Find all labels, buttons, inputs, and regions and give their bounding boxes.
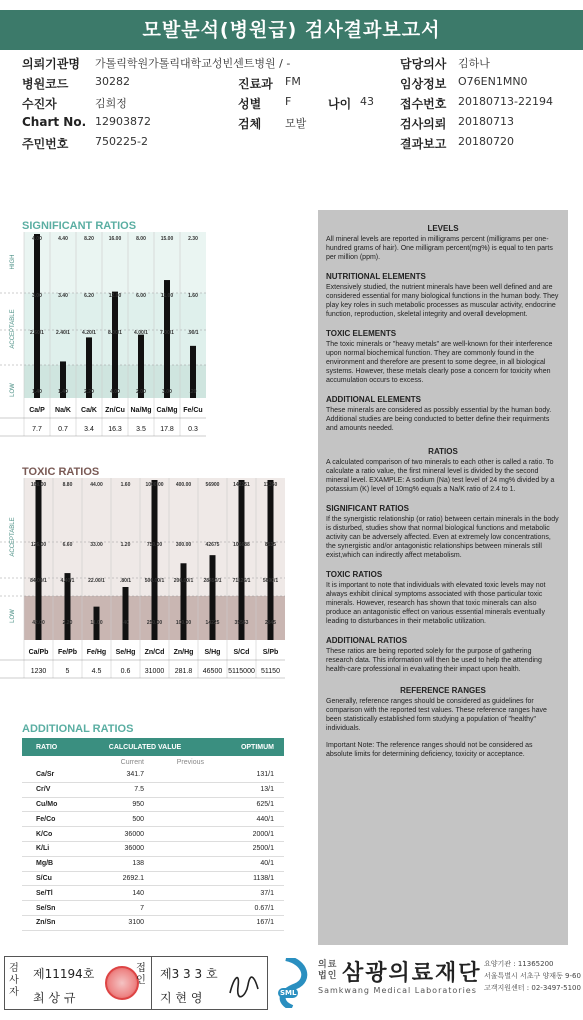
significant-tick-label: 1.40: [32, 389, 42, 395]
significant-value-label: 17.8: [160, 426, 174, 433]
toxic-category-label: S/Hg: [204, 649, 221, 656]
significant-bar: [112, 292, 118, 398]
cell-ratio: Cu/Mo: [36, 800, 58, 808]
cell-optimum: 625/1: [256, 800, 274, 808]
toxic-zone-label: LOW: [10, 609, 16, 623]
table-row: [22, 857, 284, 872]
org-english: Samkwang Medical Laboratories: [318, 986, 477, 995]
toxic-tick-label: 11360: [263, 482, 278, 488]
toxic-value-label: 31000: [144, 668, 165, 675]
institution-label: 의뢰기관명: [22, 57, 80, 71]
cell-optimum: 167/1: [256, 919, 274, 927]
table-row: [22, 783, 284, 798]
cell-current: 140: [132, 889, 144, 897]
cell-optimum: 440/1: [256, 815, 274, 823]
significant-category-label: Na/K: [55, 407, 71, 414]
toxic-bar: [152, 480, 158, 640]
toxic-bar: [36, 480, 42, 640]
cell-ratio: Se/Tl: [36, 889, 53, 897]
significant-tick-label: 2.20: [84, 389, 94, 395]
patient-info: [0, 50, 583, 162]
significant-tick-label: 2.30: [188, 236, 198, 242]
toxic-tick-label: 400.00: [175, 482, 192, 488]
toxic-tick-label: 2845: [264, 620, 277, 626]
toxic-tick-label: 6.60: [62, 542, 73, 548]
cell-ratio: K/Li: [36, 845, 50, 853]
report-label: 결과보고: [400, 137, 447, 151]
toxic-value-label: 5: [65, 668, 70, 675]
toxic-tick-label: 300.00: [175, 542, 192, 548]
toxic-tick-label: 500.00/1: [144, 578, 165, 584]
col-previous: Previous: [176, 758, 204, 766]
cell-optimum: 0.67/1: [254, 904, 274, 912]
levels-text: All mineral levels are reported in milligrams percent (milligrams per one-hundred grams of hair). One milligram percent(mg%) is equal to ten parts per million (ppm).: [326, 236, 553, 261]
significant-tick-label: 1.40: [58, 389, 68, 395]
toxic-tick-label: 84.00/1: [30, 578, 47, 584]
toxic-bar: [123, 587, 129, 640]
significant-tick-label: 4.00: [110, 389, 120, 395]
tox-ratios-heading: TOXIC RATIOS: [326, 570, 383, 579]
significant-bar: [34, 234, 40, 398]
cell-current: 2692.1: [122, 874, 144, 882]
addr-ratios-heading: ADDITIONAL RATIOS: [326, 636, 408, 645]
table-subheader: [22, 756, 284, 768]
org-name: 삼광의료재단: [342, 961, 482, 986]
toxic-category-label: Se/Hg: [115, 649, 136, 656]
significant-tick-label: 1.60: [188, 293, 198, 299]
cell-ratio: Ca/Sr: [36, 771, 55, 779]
toxic-tick-label: 5690/1: [262, 578, 279, 584]
sex-value: F: [285, 95, 292, 108]
age-label: 나이: [328, 97, 352, 111]
collector-label: 수진자: [22, 97, 57, 111]
toxic-tick-label: 35563: [234, 620, 249, 626]
institution-value: 가톨릭학원가톨릭대학교성빈센트병원 / -: [95, 57, 291, 70]
significant-tick-label: 4.20/1: [82, 330, 96, 336]
cell-optimum: 40/1: [260, 860, 274, 868]
significant-tick-label: 4.00/1: [134, 330, 148, 336]
cell-ratio: Cr/V: [36, 786, 51, 794]
significant-ratios-title: SIGNIFICANT RATIOS: [22, 220, 137, 232]
hospital-code-label: 병원코드: [22, 77, 69, 91]
toxic-tick-label: .40: [122, 620, 129, 626]
col-current: Current: [120, 758, 144, 766]
cell-current: 36000: [124, 845, 144, 853]
confirm-label: 접인: [136, 963, 146, 986]
toxic-ratios-title: TOXIC RATIOS: [22, 466, 100, 478]
col-calculated: CALCULATED VALUE: [108, 743, 182, 751]
nutritional-heading: NUTRITIONAL ELEMENTS: [326, 272, 426, 281]
resident-no-label: 주민번호: [22, 137, 69, 151]
sig-ratios-text: If the synergistic relationship (or ratio) between certain minerals in the body is disturbed, studies show that normal biological functions and metabolic activity can be adversely affected. Even at extremely low concentrations, the synergistic and/or antagonistic relationships between minerals still exist,which can indirectly affect metabolism.: [326, 516, 559, 559]
cell-ratio: K/Co: [36, 830, 53, 838]
significant-category-label: Fe/Cu: [183, 407, 203, 414]
cell-current: 500: [132, 815, 144, 823]
clinical-value: O76EN1MN0: [458, 75, 528, 88]
hospital-code-value: 30282: [95, 75, 130, 88]
significant-zone-label: LOW: [10, 383, 16, 397]
cell-current: 36000: [124, 830, 144, 838]
toxic-tick-label: 4.40/1: [60, 578, 75, 584]
ratio-charts: [0, 230, 300, 730]
toxic-tick-label: 42.00: [32, 620, 45, 626]
significant-zone-label: HIGH: [10, 254, 16, 270]
cell-optimum: 13/1: [260, 786, 274, 794]
significant-value-label: 0.3: [188, 426, 198, 433]
table-row: [22, 872, 284, 887]
toxic-tick-label: 200.00/1: [173, 578, 194, 584]
significant-tick-label: 8.00: [136, 236, 146, 242]
org-phone: 고객지원센터 : 02-3497-5100: [484, 984, 581, 992]
toxic-tick-label: 8.80: [62, 482, 73, 488]
significant-value-label: 3.5: [136, 426, 146, 433]
toxic-tick-label: 1.20: [120, 542, 131, 548]
toxic-category-label: Zn/Hg: [173, 649, 194, 656]
toxic-tick-label: 250.00: [146, 620, 163, 626]
toxic-elements-text: The toxic minerals or "heavy metals" are well-known for their interference upon normal biochemical function. They are commonly found in the environment and therefore are present to some degree, in all biological systems. However, these metals clearly pose a concern for toxicity when accumulation occurs to excess.: [326, 341, 553, 384]
toxic-bar: [268, 480, 274, 640]
doctor-label: 담당의사: [400, 57, 447, 71]
toxic-tick-label: 100.00: [175, 620, 192, 626]
toxic-tick-label: 14225: [205, 620, 220, 626]
cell-ratio: S/Cu: [36, 874, 52, 882]
table-row: [22, 916, 284, 931]
cell-current: 341.7: [126, 771, 144, 779]
cell-current: 950: [132, 800, 144, 808]
toxic-tick-label: 8535: [264, 542, 277, 548]
table-row: [22, 812, 284, 827]
table-row: [22, 798, 284, 813]
significant-tick-label: 3.40: [58, 293, 68, 299]
table-header: [22, 738, 284, 756]
toxic-tick-label: 2.20: [62, 620, 73, 626]
specimen-value: 모발: [285, 117, 307, 130]
reference-text: Generally, reference ranges should be considered as guidelines for comparison with the reported test values. These reference ranges have been statistically established form studying a population of "healthy" individuals.: [326, 698, 547, 732]
footer: [0, 950, 583, 1016]
toxic-tick-label: 142251: [233, 482, 250, 488]
significant-tick-label: .90/1: [187, 330, 199, 336]
significant-tick-label: 11.00: [160, 293, 174, 299]
toxic-category-label: S/Cd: [233, 649, 250, 656]
toxic-value-label: 5115000: [228, 668, 255, 675]
significant-category-label: Ca/K: [81, 407, 97, 414]
toxic-tick-label: 22.00/1: [88, 578, 105, 584]
significant-tick-label: 8.00/1: [108, 330, 122, 336]
toxic-zone-label: ACCEPTABLE: [10, 517, 16, 557]
toxic-tick-label: 56900: [205, 482, 220, 488]
toxic-tick-label: 33.00: [90, 542, 103, 548]
inspector-name: 최 상 규: [33, 991, 76, 1005]
toxic-bar: [210, 555, 216, 640]
significant-category-label: Na/Mg: [130, 407, 152, 414]
toxic-value-label: 46500: [202, 668, 223, 675]
addr-ratios-text: These ratios are being reported solely for the purpose of gathering research data. This information will then be used to help the attending health-care professional in evaluating their impact upon health.: [326, 648, 542, 673]
significant-tick-label: .20: [189, 389, 197, 395]
toxic-bar: [181, 563, 187, 640]
significant-tick-label: 12.00: [108, 293, 122, 299]
confirm-stamp: [130, 956, 268, 1010]
nutritional-text: Extensively studied, the nutrient minerals have been well defined and are considered essential for many biological functions in the human body. They play key roles in such metabolic processes as muscular activity, endocrine function, reproduction, skeletal integrity and overall development.: [326, 284, 559, 318]
confirm-name: 지 현 영: [160, 991, 203, 1005]
toxic-category-label: Ca/Pb: [28, 649, 49, 656]
sex-label: 성별: [238, 97, 262, 111]
sml-logo-icon: [276, 958, 310, 1008]
inspector-no: 제11194호: [33, 967, 95, 981]
report-value: 20180720: [458, 135, 514, 148]
department-label: 진료과: [238, 77, 273, 91]
toxic-category-label: Fe/Pb: [57, 649, 78, 656]
cell-optimum: 131/1: [256, 771, 274, 779]
org-code: 요양기관 : 11365200: [484, 960, 554, 968]
chart-no-label: Chart No.: [22, 115, 87, 129]
toxic-tick-label: 1.60: [120, 482, 131, 488]
toxic-tick-label: 1000.00: [145, 482, 164, 488]
cell-current: 7: [140, 904, 144, 912]
cell-current: 138: [132, 860, 144, 868]
important-note: Important Note: The reference ranges should not be considered as absolute limits for determining deficiency, toxicity or acceptance.: [326, 742, 533, 758]
toxic-tick-label: .80/1: [119, 578, 132, 584]
inspector-label: 검사자: [9, 963, 19, 998]
toxic-category-label: Zn/Cd: [144, 649, 165, 656]
collector-value: 김희정: [95, 97, 127, 110]
significant-tick-label: 6.00: [136, 293, 146, 299]
toxic-value-label: 0.6: [120, 668, 131, 675]
toxic-tick-label: 42675: [205, 542, 220, 548]
significant-category-label: Ca/Mg: [156, 407, 178, 414]
significant-tick-label: 2.60/1: [30, 330, 44, 336]
resident-no-value: 750225-2: [95, 135, 148, 148]
ratios-heading: RATIOS: [428, 447, 458, 456]
toxic-value-label: 4.5: [91, 668, 102, 675]
table-row: [22, 842, 284, 857]
significant-value-label: 3.4: [84, 426, 94, 433]
cell-current: 7.5: [134, 786, 144, 794]
cell-ratio: Zn/Sn: [36, 919, 56, 927]
department-value: FM: [285, 75, 301, 88]
cell-ratio: Fe/Co: [36, 815, 56, 823]
toxic-elements-heading: TOXIC ELEMENTS: [326, 329, 397, 338]
significant-value-label: 0.7: [58, 426, 68, 433]
org-info: [484, 958, 581, 994]
table-row: [22, 827, 284, 842]
toxic-category-label: S/Pb: [262, 649, 279, 656]
ratios-text: A calculated comparison of two minerals to each other is called a ratio. To calculate a ratio value, the first mineral level is divided by the second mineral level. EXAMPLE: A sodium (Na) test level of 24 mg% divided by a potassium (K) level of 10mg% equals a Na/K ratio of 2.4 to 1.: [326, 459, 555, 493]
logo-text: SML: [280, 989, 297, 997]
signature-icon: [226, 967, 262, 1001]
receipt-label: 접수번호: [400, 97, 447, 111]
request-value: 20180713: [458, 115, 514, 128]
significant-category-label: Zn/Cu: [105, 407, 125, 414]
significant-tick-label: 7.00/1: [160, 330, 174, 336]
tox-ratios-text: It is important to note that individuals with elevated toxic levels may not always exhibit clinical symptoms associated with those particular toxic minerals. However, research has shown that toxic minerals can also produce an antagonistic effect on various essential minerals eventually leading to disturbances in their metabolic utilization.: [326, 582, 546, 625]
significant-zone-label: ACCEPTABLE: [10, 309, 16, 349]
cell-ratio: Se/Sn: [36, 904, 56, 912]
toxic-tick-label: 71125/1: [232, 578, 251, 584]
report-title: 모발분석(병원급) 검사결과보고서: [0, 10, 583, 50]
request-label: 검사의뢰: [400, 117, 447, 131]
cell-optimum: 1138/1: [253, 874, 274, 882]
table-row: [22, 768, 284, 783]
toxic-tick-label: 106688: [233, 542, 250, 548]
cell-optimum: 37/1: [260, 889, 274, 897]
age-value: 43: [360, 95, 374, 108]
additional-ratios-title: ADDITIONAL RATIOS: [22, 723, 134, 735]
cell-ratio: Mg/B: [36, 860, 54, 868]
significant-tick-label: 3.00: [32, 293, 42, 299]
significant-value-label: 7.7: [32, 426, 42, 433]
chart-no-value: 12903872: [95, 115, 151, 128]
specimen-label: 검체: [238, 117, 262, 131]
doctor-value: 김하나: [458, 57, 490, 70]
significant-value-label: 16.3: [108, 426, 122, 433]
significant-tick-label: 4.00: [32, 236, 42, 242]
receipt-value: 20180713-22194: [458, 95, 553, 108]
org-prefix: 의료법인: [318, 960, 338, 981]
toxic-value-label: 1230: [30, 668, 47, 675]
clinical-label: 임상정보: [400, 77, 447, 91]
additional-elements-text: These minerals are considered as possibly essential by the human body. Additional studies are being conducted to better define their requirments and amounts needed.: [326, 407, 552, 432]
significant-category-label: Ca/P: [29, 407, 45, 414]
reference-heading: REFERENCE RANGES: [400, 686, 486, 695]
cell-optimum: 2500/1: [252, 845, 274, 853]
toxic-tick-label: 11.00: [90, 620, 103, 626]
toxic-tick-label: 168.00: [30, 482, 47, 488]
toxic-bar: [239, 480, 245, 640]
org-address: 서울특별시 서초구 양재동 9-60: [484, 972, 581, 980]
confirm-no: 제3 3 3 호: [160, 967, 218, 981]
toxic-tick-label: 44.00: [90, 482, 103, 488]
toxic-value-label: 51150: [261, 668, 280, 675]
levels-heading: LEVELS: [427, 224, 459, 233]
significant-tick-label: 2.40/1: [56, 330, 70, 336]
col-ratio: RATIO: [36, 743, 58, 751]
toxic-tick-label: 28450/1: [203, 578, 222, 584]
logo-shape-icon: [276, 958, 310, 1008]
toxic-tick-label: 750.00: [146, 542, 163, 548]
sig-ratios-heading: SIGNIFICANT RATIOS: [326, 504, 409, 513]
toxic-value-label: 281.8: [174, 668, 193, 675]
significant-tick-label: 4.40: [58, 236, 68, 242]
toxic-category-label: Fe/Hg: [86, 649, 107, 656]
toxic-tick-label: 126.00: [30, 542, 47, 548]
additional-elements-heading: ADDITIONAL ELEMENTS: [326, 395, 421, 404]
significant-tick-label: 15.00: [160, 236, 174, 242]
significant-tick-label: 3.00: [162, 389, 172, 395]
col-optimum: OPTIMUM: [240, 743, 274, 751]
cell-current: 3100: [128, 919, 144, 927]
significant-tick-label: 16.00: [108, 236, 122, 242]
additional-ratios-table: [22, 738, 284, 931]
significant-tick-label: 2.00: [136, 389, 146, 395]
table-row: [22, 901, 284, 916]
cell-optimum: 2000/1: [252, 830, 274, 838]
explanation-panel: [318, 210, 568, 945]
significant-tick-label: 6.20: [84, 293, 94, 299]
table-row: [22, 886, 284, 901]
significant-tick-label: 8.20: [84, 236, 94, 242]
